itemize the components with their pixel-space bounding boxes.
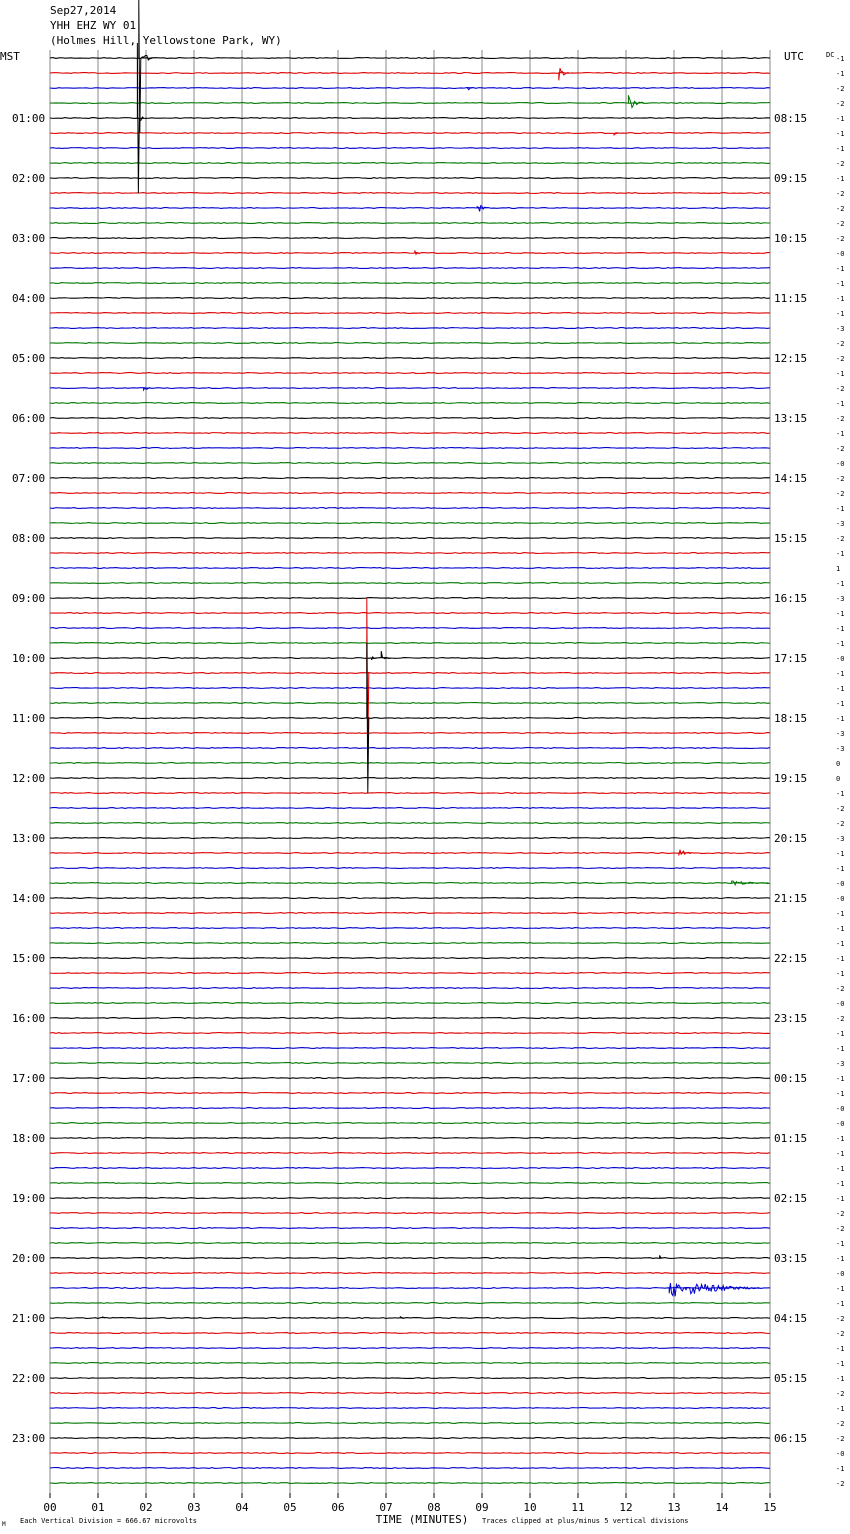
trace-line (50, 1303, 770, 1304)
trace-line (50, 133, 770, 134)
right-hour-label: 18:15 (774, 712, 808, 725)
dc-offset-label: -1 (836, 1135, 845, 1143)
trace-line (50, 343, 770, 344)
trace-line (50, 898, 770, 899)
dc-offset-label: -1 (836, 1375, 845, 1383)
trace-line (50, 568, 770, 569)
trace-line (50, 1168, 770, 1169)
dc-header: DC (826, 51, 835, 59)
dc-offset-label: -1 (836, 1240, 845, 1248)
time-grid (50, 50, 770, 1493)
trace-line (50, 793, 770, 794)
dc-offset-label: -1 (836, 130, 845, 138)
dc-offset-label: -2 (836, 235, 845, 243)
location-label: (Holmes Hill, Yellowstone Park, WY) (50, 34, 282, 47)
trace-line (50, 253, 770, 254)
dc-offset-label: -1 (836, 955, 845, 963)
dc-offset-label: -1 (836, 700, 845, 708)
trace-line (50, 493, 770, 494)
trace-line (50, 298, 770, 299)
trace-line (50, 268, 770, 269)
dc-offset-label: -0 (836, 1450, 845, 1458)
right-hour-label: 14:15 (774, 472, 808, 485)
dc-offset-label: -1 (836, 55, 845, 63)
left-timezone-label: MST (0, 50, 20, 63)
trace-line (50, 448, 770, 449)
right-hour-label: 20:15 (774, 832, 808, 845)
left-hour-label: 18:00 (12, 1132, 46, 1145)
x-tick-label: 07 (379, 1501, 393, 1514)
trace-line (50, 943, 770, 944)
x-tick-label: 11 (571, 1501, 585, 1514)
left-hour-label: 09:00 (12, 592, 46, 605)
trace-line (50, 1333, 770, 1334)
dc-offset-label: -1 (836, 400, 845, 408)
trace-line (50, 58, 770, 59)
right-hour-label: 08:15 (774, 112, 808, 125)
dc-offset-label: -1 (836, 505, 845, 513)
dc-offset-label: -3 (836, 835, 845, 843)
x-tick-label: 03 (187, 1501, 201, 1514)
trace-line (50, 478, 770, 479)
trace-line (50, 523, 770, 524)
right-hour-label: 00:15 (774, 1072, 808, 1085)
trace-line (50, 1183, 770, 1184)
dc-offset-label: -0 (836, 250, 845, 258)
trace-line (50, 1468, 770, 1469)
dc-offset-label: -1 (836, 970, 845, 978)
seismic-events (103, 0, 769, 1318)
x-tick-label: 04 (235, 1501, 249, 1514)
trace-line (50, 1363, 770, 1364)
trace-line (50, 193, 770, 194)
trace-line (50, 1108, 770, 1109)
trace-line (50, 913, 770, 914)
dc-offset-label: -1 (836, 1165, 845, 1173)
trace-line (50, 703, 770, 704)
dc-offset-label: -2 (836, 1225, 845, 1233)
left-hour-label: 13:00 (12, 832, 46, 845)
dc-offset-label: -2 (836, 190, 845, 198)
x-tick-label: 15 (763, 1501, 777, 1514)
seismic-event (372, 657, 377, 660)
dc-offset-label: -1 (836, 370, 845, 378)
seismic-event (732, 881, 769, 885)
scale-note: Each Vertical Division = 666.67 microvolts (20, 1517, 198, 1525)
trace-line (50, 148, 770, 149)
dc-offset-label: -2 (836, 385, 845, 393)
x-tick-label: 09 (475, 1501, 489, 1514)
left-hour-label: 21:00 (12, 1312, 46, 1325)
left-hour-label: 23:00 (12, 1432, 46, 1445)
trace-line (50, 1228, 770, 1229)
dc-offset-label: -1 (836, 1030, 845, 1038)
trace-line (50, 1393, 770, 1394)
trace-line (50, 883, 770, 884)
trace-line (50, 1153, 770, 1154)
left-hour-label: 20:00 (12, 1252, 46, 1265)
x-tick-label: 00 (43, 1501, 57, 1514)
trace-line (50, 598, 770, 599)
right-hour-label: 04:15 (774, 1312, 808, 1325)
x-tick-label: 14 (715, 1501, 729, 1514)
dc-offset-label: -1 (836, 70, 845, 78)
left-hour-label: 17:00 (12, 1072, 46, 1085)
dc-offset-label: -1 (836, 670, 845, 678)
trace-line (50, 763, 770, 764)
trace-line (50, 1243, 770, 1244)
trace-line (50, 1318, 770, 1319)
dc-offset-label: -2 (836, 445, 845, 453)
dc-offset-label: -2 (836, 1480, 845, 1488)
dc-offset-label: -3 (836, 325, 845, 333)
right-hour-label: 09:15 (774, 172, 808, 185)
right-hour-label: 21:15 (774, 892, 808, 905)
trace-lines (50, 58, 770, 1484)
trace-line (50, 1123, 770, 1124)
x-tick-label: 10 (523, 1501, 537, 1514)
dc-offset-label: -2 (836, 820, 845, 828)
dc-offset-label: -3 (836, 745, 845, 753)
left-hour-label: 19:00 (12, 1192, 46, 1205)
left-hour-label: 22:00 (12, 1372, 46, 1385)
right-hour-label: 05:15 (774, 1372, 808, 1385)
x-tick-label: 05 (283, 1501, 297, 1514)
right-timezone-label: UTC (784, 50, 804, 63)
trace-line (50, 1288, 770, 1289)
left-hour-label: 10:00 (12, 652, 46, 665)
trace-line (50, 163, 770, 164)
left-hour-label: 03:00 (12, 232, 46, 245)
dc-offset-label: -1 (836, 1345, 845, 1353)
trace-line (50, 973, 770, 974)
dc-offset-label: 1 (836, 565, 841, 573)
dc-offset-label: -1 (836, 1255, 845, 1263)
dc-offset-label: -2 (836, 1330, 845, 1338)
left-hour-label: 02:00 (12, 172, 46, 185)
trace-line (50, 1003, 770, 1004)
trace-line (50, 283, 770, 284)
trace-line (50, 643, 770, 644)
right-hour-label: 06:15 (774, 1432, 808, 1445)
trace-line (50, 538, 770, 539)
trace-line (50, 673, 770, 674)
trace-line (50, 868, 770, 869)
trace-line (50, 1018, 770, 1019)
right-hour-label: 01:15 (774, 1132, 808, 1145)
trace-line (50, 88, 770, 89)
dc-offset-label: -2 (836, 1315, 845, 1323)
trace-line (50, 718, 770, 719)
dc-offset-label: -2 (836, 100, 845, 108)
left-hour-label: 07:00 (12, 472, 46, 485)
dc-offset-label: -2 (836, 475, 845, 483)
date-label: Sep27,2014 (50, 4, 117, 17)
dc-offset-label: -1 (836, 925, 845, 933)
dc-offset-label: -2 (836, 985, 845, 993)
dc-offset-label: -2 (836, 1015, 845, 1023)
seismic-event (669, 1283, 759, 1296)
dc-offset-label: -2 (836, 340, 845, 348)
trace-line (50, 328, 770, 329)
dc-offset-label: -1 (836, 1360, 845, 1368)
dc-offset-label: -1 (836, 715, 845, 723)
dc-offset-label: -1 (836, 1045, 845, 1053)
seismic-event (367, 643, 369, 793)
trace-line (50, 1438, 770, 1439)
dc-offset-label: -1 (836, 280, 845, 288)
trace-line (50, 178, 770, 179)
dc-offset-label: -1 (836, 850, 845, 858)
dc-offset-label: -2 (836, 205, 845, 213)
right-hour-label: 02:15 (774, 1192, 808, 1205)
dc-offset-label: -1 (836, 310, 845, 318)
right-hour-label: 13:15 (774, 412, 808, 425)
dc-offset-label: -1 (836, 1150, 845, 1158)
trace-line (50, 418, 770, 419)
dc-offset-label: -1 (836, 1090, 845, 1098)
dc-offset-label: -1 (836, 1405, 845, 1413)
dc-offset-label: -2 (836, 1390, 845, 1398)
trace-line (50, 1063, 770, 1064)
trace-line (50, 1453, 770, 1454)
trace-line (50, 778, 770, 779)
trace-line (50, 733, 770, 734)
dc-offset-label: -1 (836, 790, 845, 798)
dc-offset-label: -2 (836, 805, 845, 813)
right-hour-label: 17:15 (774, 652, 808, 665)
dc-offset-label: -0 (836, 1270, 845, 1278)
dc-offset-label: 0 (836, 760, 841, 768)
dc-offset-label: -0 (836, 460, 845, 468)
x-axis-title: TIME (MINUTES) (375, 1513, 469, 1526)
trace-line (50, 553, 770, 554)
dc-offset-label: -2 (836, 415, 845, 423)
dc-offset-label: -1 (836, 1180, 845, 1188)
x-tick-label: 12 (619, 1501, 633, 1514)
dc-offset-label: -1 (836, 625, 845, 633)
left-hour-label: 14:00 (12, 892, 46, 905)
x-tick-label: 13 (667, 1501, 681, 1514)
trace-line (50, 1078, 770, 1079)
trace-line (50, 118, 770, 119)
dc-offset-label: -2 (836, 490, 845, 498)
x-tick-label: 01 (91, 1501, 105, 1514)
dc-offset-label: -1 (836, 610, 845, 618)
left-hour-label: 16:00 (12, 1012, 46, 1025)
dc-offset-label: -1 (836, 1285, 845, 1293)
left-hour-label: 11:00 (12, 712, 46, 725)
trace-line (50, 373, 770, 374)
trace-line (50, 463, 770, 464)
dc-offset-label: -1 (836, 640, 845, 648)
trace-line (50, 688, 770, 689)
dc-offset-label: -2 (836, 1435, 845, 1443)
trace-line (50, 313, 770, 314)
dc-offset-label: -0 (836, 655, 845, 663)
trace-line (50, 808, 770, 809)
trace-line (50, 73, 770, 74)
dc-offset-label: -1 (836, 1300, 845, 1308)
dc-offset-label: -0 (836, 880, 845, 888)
x-tick-label: 06 (331, 1501, 345, 1514)
trace-line (50, 988, 770, 989)
left-hour-label: 08:00 (12, 532, 46, 545)
dc-offset-label: -1 (836, 865, 845, 873)
dc-offset-label: -0 (836, 1000, 845, 1008)
trace-line (50, 958, 770, 959)
seismic-event (559, 68, 570, 80)
right-hour-label: 10:15 (774, 232, 808, 245)
trace-line (50, 1048, 770, 1049)
x-tick-label: 08 (427, 1501, 441, 1514)
right-hour-label: 19:15 (774, 772, 808, 785)
dc-offset-label: -2 (836, 355, 845, 363)
dc-offset-label: -2 (836, 160, 845, 168)
left-hour-label: 06:00 (12, 412, 46, 425)
trace-line (50, 838, 770, 839)
dc-offset-label: -1 (836, 910, 845, 918)
dc-offset-label: -0 (836, 1105, 845, 1113)
right-hour-label: 15:15 (774, 532, 808, 545)
trace-line (50, 1213, 770, 1214)
x-tick-label: 02 (139, 1501, 153, 1514)
dc-offset-label: -2 (836, 85, 845, 93)
trace-line (50, 1198, 770, 1199)
trace-line (50, 208, 770, 209)
dc-offset-label: -1 (836, 1195, 845, 1203)
trace-line (50, 358, 770, 359)
trace-line (50, 1408, 770, 1409)
dc-offset-label: -1 (836, 550, 845, 558)
left-hour-label: 04:00 (12, 292, 46, 305)
dc-offset-label: -3 (836, 595, 845, 603)
trace-line (50, 433, 770, 434)
right-hour-label: 11:15 (774, 292, 808, 305)
trace-line (50, 658, 770, 659)
right-hour-label: 22:15 (774, 952, 808, 965)
trace-line (50, 1378, 770, 1379)
right-hour-label: 12:15 (774, 352, 808, 365)
trace-line (50, 508, 770, 509)
trace-line (50, 583, 770, 584)
trace-line (50, 823, 770, 824)
dc-offset-label: -1 (836, 580, 845, 588)
trace-line (50, 928, 770, 929)
trace-line (50, 238, 770, 239)
left-hour-label: 12:00 (12, 772, 46, 785)
seismic-event (628, 95, 644, 107)
dc-offset-label: -1 (836, 1075, 845, 1083)
station-label: YHH EHZ WY 01 (50, 19, 137, 32)
trace-line (50, 388, 770, 389)
trace-line (50, 853, 770, 854)
dc-offset-label: -1 (836, 115, 845, 123)
axis-labels (0, 50, 844, 1528)
dc-offset-label: -2 (836, 535, 845, 543)
dc-offset-label: -1 (836, 430, 845, 438)
dc-offset-label: -2 (836, 1420, 845, 1428)
seismic-event (660, 1255, 662, 1258)
right-hour-label: 03:15 (774, 1252, 808, 1265)
trace-line (50, 1033, 770, 1034)
dc-offset-label: -1 (836, 175, 845, 183)
trace-line (50, 1483, 770, 1484)
trace-line (50, 223, 770, 224)
trace-line (50, 1423, 770, 1424)
right-hour-label: 23:15 (774, 1012, 808, 1025)
dc-offset-label: -0 (836, 1120, 845, 1128)
trace-line (50, 1348, 770, 1349)
dc-offset-label: -3 (836, 520, 845, 528)
right-hour-label: 16:15 (774, 592, 808, 605)
dc-offset-label: -1 (836, 685, 845, 693)
trace-line (50, 1093, 770, 1094)
dc-offset-label: -3 (836, 1060, 845, 1068)
trace-line (50, 403, 770, 404)
trace-line (50, 613, 770, 614)
dc-offset-label: -2 (836, 1210, 845, 1218)
left-hour-label: 01:00 (12, 112, 46, 125)
dc-offset-label: -2 (836, 220, 845, 228)
trace-line (50, 1273, 770, 1274)
left-hour-label: 05:00 (12, 352, 46, 365)
left-hour-label: 15:00 (12, 952, 46, 965)
clip-note: Traces clipped at plus/minus 5 vertical divisions (482, 1517, 689, 1525)
trace-line (50, 103, 770, 104)
dc-offset-label: 0 (836, 775, 841, 783)
corner-mark: M (2, 1521, 6, 1528)
dc-offset-label: -0 (836, 895, 845, 903)
trace-line (50, 1138, 770, 1139)
trace-line (50, 748, 770, 749)
dc-offset-label: -1 (836, 295, 845, 303)
dc-offset-label: -3 (836, 730, 845, 738)
dc-offset-label: -1 (836, 1465, 845, 1473)
trace-line (50, 628, 770, 629)
dc-offset-label: -1 (836, 265, 845, 273)
dc-offset-label: -1 (836, 940, 845, 948)
dc-offset-label: -1 (836, 145, 845, 153)
